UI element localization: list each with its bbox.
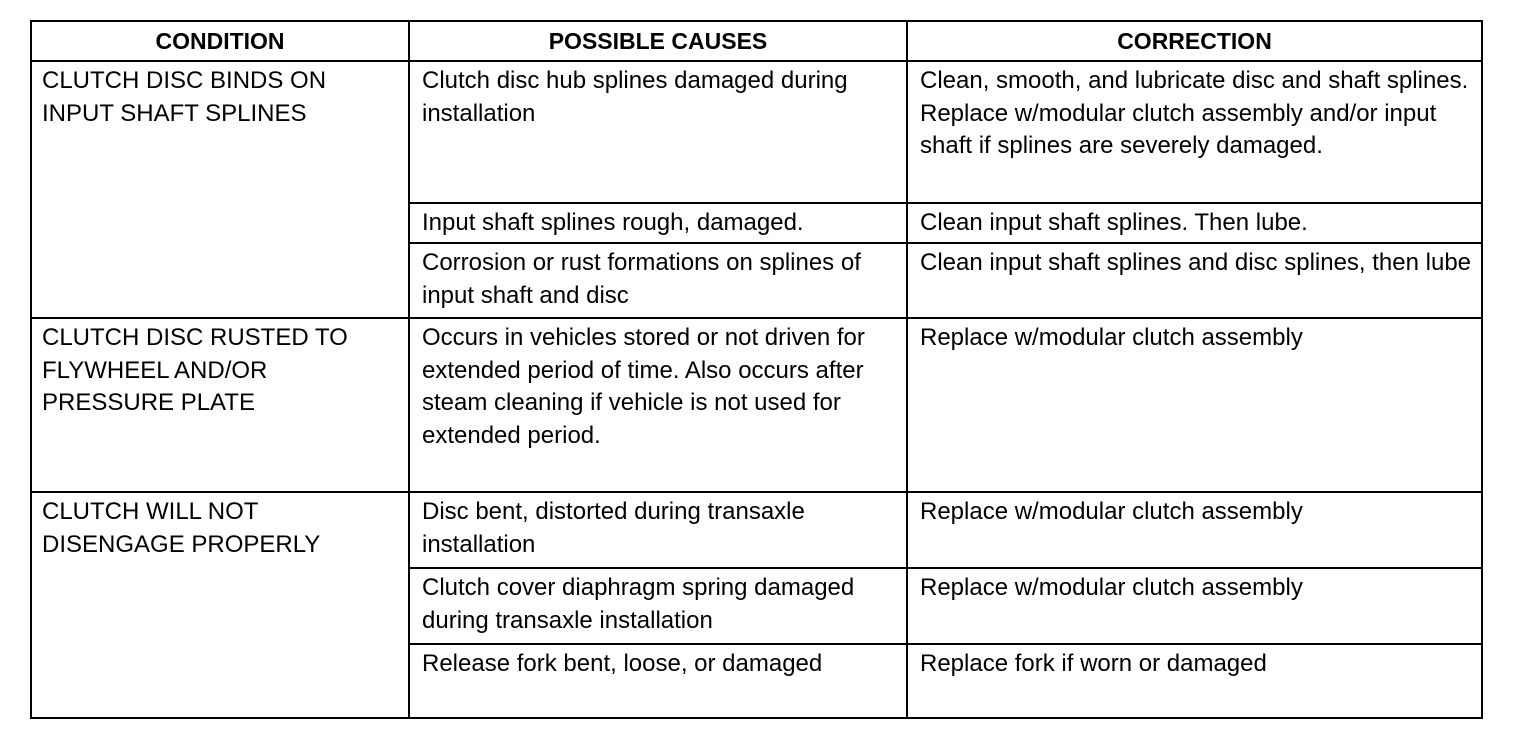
correction-text: Replace w/modular clutch assembly [920,574,1303,601]
cause-cell [409,61,907,203]
header-condition: CONDITION [31,21,409,61]
cause-cell [409,243,907,318]
header-possible-causes: POSSIBLE CAUSES [409,21,907,61]
correction-text: Replace w/modular clutch assembly [920,324,1303,351]
correction-cell [907,568,1482,644]
condition-cell [31,318,409,492]
condition-cell [31,61,409,318]
correction-cell [907,318,1482,492]
correction-text: Clean input shaft splines. Then lube. [920,209,1308,236]
cause-text: Release fork bent, loose, or damaged [422,650,823,677]
correction-text: Clean input shaft splines and disc splines, then lube [920,249,1472,276]
cause-text: Clutch cover diaphragm spring damaged during transaxle installation [422,574,855,634]
cause-text: Clutch disc hub splines damaged during installation [422,67,848,127]
header-correction: CORRECTION [907,21,1482,61]
cause-text: Input shaft splines rough, damaged. [422,209,804,236]
cause-cell [409,318,907,492]
cause-text: Occurs in vehicles stored or not driven for extended period of time. Also occurs after steam cleaning if vehicle is not used for extended period. [422,324,865,449]
condition-text: CLUTCH DISC RUSTED TO FLYWHEEL AND/OR PRESSURE PLATE [42,324,348,416]
correction-cell [907,644,1482,718]
correction-cell [907,492,1482,568]
table-row [31,318,1482,492]
condition-text: CLUTCH DISC BINDS ON INPUT SHAFT SPLINES [42,67,327,127]
condition-cell [31,492,409,718]
cause-text: Corrosion or rust formations on splines of input shaft and disc [422,249,861,309]
cause-cell [409,568,907,644]
cause-cell [409,644,907,718]
correction-cell [907,61,1482,203]
cause-text: Disc bent, distorted during transaxle installation [422,498,805,558]
correction-cell [907,203,1482,243]
correction-text: Clean, smooth, and lubricate disc and shaft splines. Replace w/modular clutch assembly and/or input shaft if splines are severely damaged. [920,67,1469,159]
cause-cell [409,492,907,568]
condition-text: CLUTCH WILL NOT DISENGAGE PROPERLY [42,498,321,558]
table-row [31,61,1482,203]
correction-cell [907,243,1482,318]
header-row [31,21,1482,61]
correction-text: Replace w/modular clutch assembly [920,498,1303,525]
table-row [31,492,1482,568]
diagnosis-table [30,20,1483,719]
cause-cell [409,203,907,243]
correction-text: Replace fork if worn or damaged [920,650,1267,677]
